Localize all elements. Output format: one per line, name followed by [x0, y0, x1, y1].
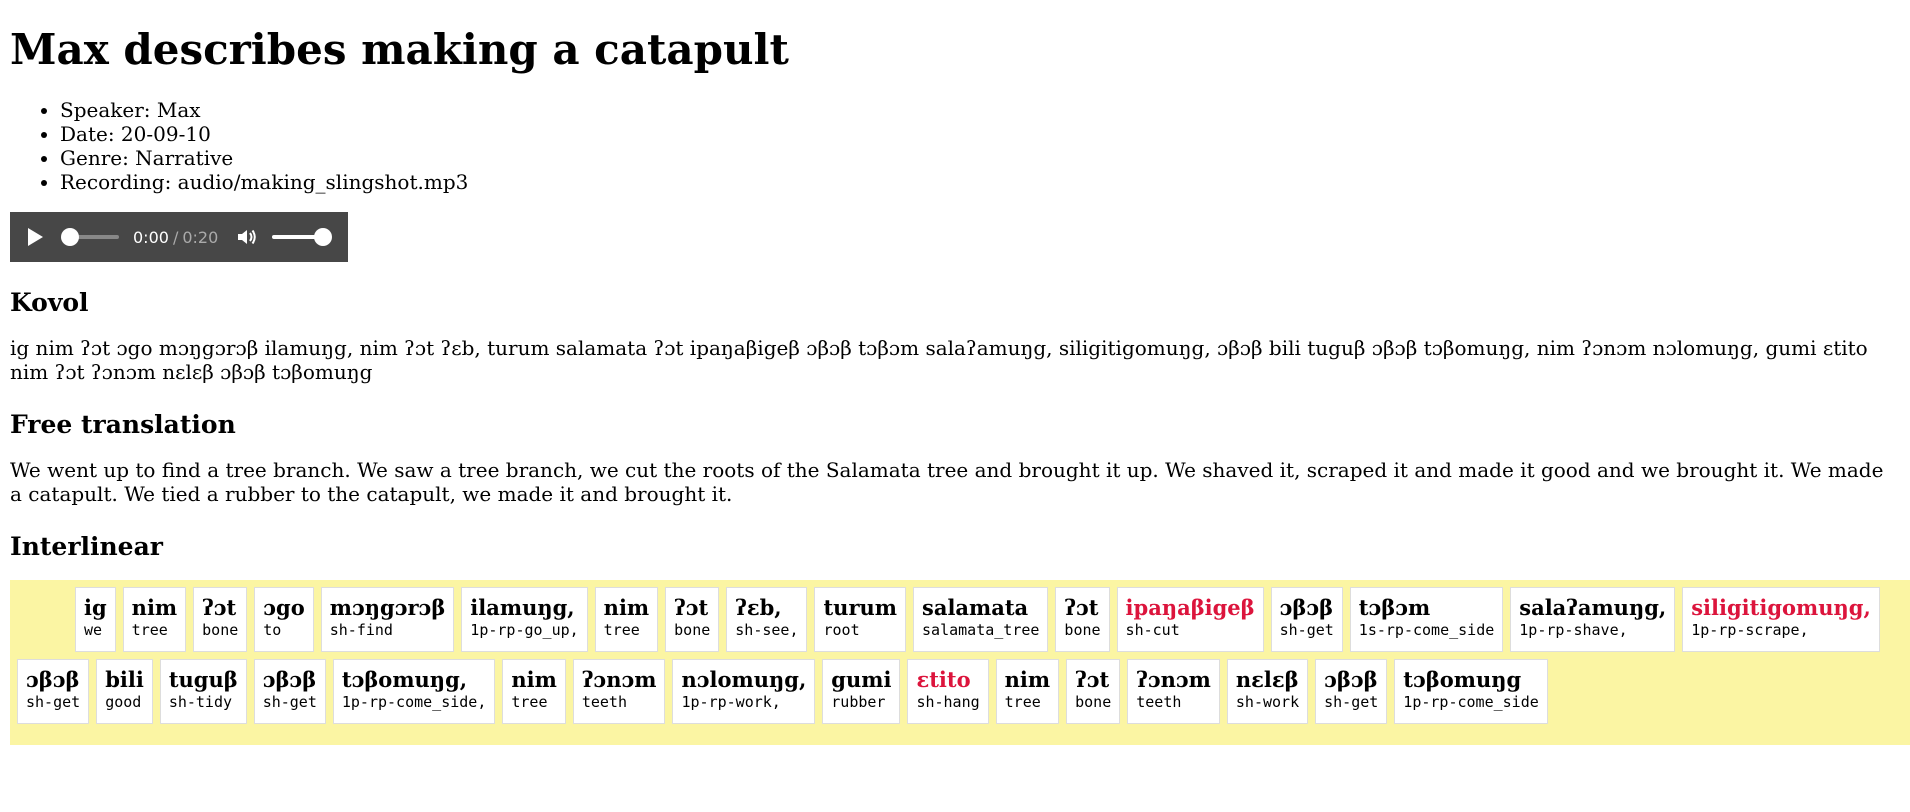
word-gloss: sh-find: [329, 621, 393, 639]
word-gloss: tree: [1004, 693, 1041, 711]
word-form: bili: [105, 667, 144, 692]
interlinear-word: [1271, 587, 1343, 652]
word-form: ɔgo: [263, 595, 305, 620]
word-gloss: salamata_tree: [922, 621, 1040, 639]
word-gloss: 1p-rp-scrape,: [1691, 621, 1809, 639]
word-gloss: we: [84, 621, 103, 639]
word-gloss: sh-get: [1279, 621, 1334, 639]
volume-slider[interactable]: [272, 235, 324, 239]
interlinear-word: [160, 659, 247, 724]
interlinear-word: [1510, 587, 1675, 652]
free-translation-text: We went up to find a tree branch. We saw a tree branch, we cut the roots of the Salamata tree and brought it up. We shaved it, scraped it and made it good and we brought it. We made a catapult. We tied a rubber to the catapult, we made it and brought it.: [10, 458, 1884, 506]
word-gloss: teeth: [581, 693, 627, 711]
word-form: nim: [511, 667, 557, 692]
seek-handle[interactable]: [61, 228, 79, 246]
interlinear-word: [96, 659, 153, 724]
word-gloss: sh-cut: [1125, 621, 1180, 639]
interlinear-block: [10, 580, 1910, 745]
meta-speaker: • Speaker: Max: [60, 98, 1900, 122]
word-form: nɔlomuŋg,: [681, 667, 807, 692]
interlinear-indent: [17, 587, 68, 652]
word-gloss: bone: [202, 621, 239, 639]
word-gloss: tree: [511, 693, 548, 711]
word-form: nim: [1004, 667, 1051, 692]
word-gloss: tree: [603, 621, 640, 639]
word-gloss: 1p-rp-shave,: [1519, 621, 1628, 639]
word-form: ig: [84, 595, 107, 620]
volume-icon[interactable]: [236, 227, 258, 247]
word-form: salamata: [922, 595, 1029, 620]
interlinear-word: [321, 587, 455, 652]
word-form: ʔɔt: [674, 595, 709, 620]
word-form: nɛlɛβ: [1235, 667, 1299, 692]
interlinear-word: [814, 587, 906, 652]
meta-date: • Date: 20-09-10: [60, 122, 1900, 146]
word-form: turum: [823, 595, 898, 620]
word-form: tɔβomuŋg,: [341, 667, 468, 692]
word-gloss: sh-see,: [735, 621, 799, 639]
word-gloss: 1p-rp-come_side,: [341, 693, 487, 711]
interlinear-word: [1055, 587, 1109, 652]
kovol-text: ig nim ʔɔt ɔgo mɔŋgɔrɔβ ilamuŋg, nim ʔɔt ʔɛb, turum salamata ʔɔt ipaŋaβigeβ ɔβɔβ tɔβɔm salaʔamuŋg, siligitigomuŋg, ɔβɔβ bili tuguβ ɔβɔβ tɔβomuŋg, nim ʔɔnɔm nɔlomuŋg, gumi ɛtito nim ʔɔt ʔɔnɔm nɛlɛβ ɔβɔβ tɔβomuŋg: [10, 336, 1868, 384]
interlinear-word: [1117, 587, 1264, 652]
word-gloss: sh-get: [1324, 693, 1379, 711]
word-gloss: root: [823, 621, 860, 639]
word-gloss: sh-get: [262, 693, 317, 711]
word-form: ʔɔt: [1075, 667, 1110, 692]
interlinear-word: [1682, 587, 1880, 652]
word-form: ʔɔt: [202, 595, 237, 620]
word-form: tɔβɔm: [1358, 595, 1431, 620]
word-form: nim: [131, 595, 178, 620]
current-time: 0:00: [133, 227, 169, 247]
word-form: ɛtito: [916, 667, 971, 692]
word-gloss: 1p-rp-go_up,: [470, 621, 579, 639]
word-gloss: good: [105, 693, 142, 711]
word-form: ʔɔnɔm: [581, 667, 657, 692]
interlinear-word: [123, 587, 186, 652]
word-form: salaʔamuŋg,: [1519, 595, 1667, 620]
interlinear-heading: Interlinear: [10, 532, 163, 561]
word-gloss: bone: [674, 621, 711, 639]
interlinear-word: [193, 587, 247, 652]
interlinear-word: [1066, 659, 1120, 724]
audio-player: [10, 212, 348, 262]
interlinear-word: [17, 659, 89, 724]
word-form: ɔβɔβ: [262, 667, 317, 692]
word-form: tɔβomuŋg: [1403, 667, 1522, 692]
duration: 0:20: [182, 227, 219, 247]
meta-recording: • Recording: audio/making_slingshot.mp3: [60, 170, 1900, 194]
interlinear-word: [333, 659, 496, 724]
free-translation-heading: Free translation: [10, 410, 236, 439]
word-gloss: 1s-rp-come_side: [1358, 621, 1495, 639]
volume-handle[interactable]: [314, 228, 332, 246]
word-form: nim: [603, 595, 650, 620]
interlinear-word: [254, 659, 326, 724]
play-icon[interactable]: [28, 228, 43, 246]
word-gloss: bone: [1075, 693, 1112, 711]
word-form: ʔɔt: [1064, 595, 1099, 620]
word-form: siligitigomuŋg,: [1691, 595, 1871, 620]
word-gloss: sh-hang: [916, 693, 980, 711]
interlinear-word: [672, 659, 815, 724]
interlinear-word: [254, 587, 313, 652]
word-form: ʔɛb,: [735, 595, 782, 620]
meta-genre: • Genre: Narrative: [60, 146, 1900, 170]
interlinear-word: [913, 587, 1048, 652]
page: [0, 24, 1910, 745]
interlinear-word: [573, 659, 666, 724]
interlinear-word: [461, 587, 587, 652]
word-form: gumi: [831, 667, 892, 692]
interlinear-word: [822, 659, 900, 724]
time-separator: /: [172, 227, 179, 247]
interlinear-word: [75, 587, 116, 652]
interlinear-word: [1350, 587, 1503, 652]
interlinear-word: [1127, 659, 1220, 724]
interlinear-word: [1394, 659, 1547, 724]
word-form: tuguβ: [168, 667, 238, 692]
word-form: ilamuŋg,: [470, 595, 575, 620]
word-gloss: rubber: [831, 693, 886, 711]
metadata-list: [10, 98, 1900, 194]
interlinear-word: [665, 587, 719, 652]
word-gloss: sh-tidy: [168, 693, 233, 711]
word-form: ɔβɔβ: [1324, 667, 1378, 692]
word-gloss: sh-get: [26, 693, 81, 711]
page-title: Max describes making a catapult: [10, 25, 789, 74]
interlinear-word: [502, 659, 565, 724]
interlinear-word: [996, 659, 1059, 724]
word-gloss: 1p-rp-work,: [681, 693, 781, 711]
interlinear-word: [726, 587, 807, 652]
kovol-heading: Kovol: [10, 288, 89, 317]
word-form: ʔɔnɔm: [1136, 667, 1211, 692]
interlinear-word: [595, 587, 658, 652]
word-gloss: teeth: [1136, 693, 1182, 711]
interlinear-word: [907, 659, 988, 724]
word-form: ipaŋaβigeβ: [1125, 595, 1255, 620]
interlinear-word: [1227, 659, 1308, 724]
word-gloss: sh-work: [1235, 693, 1300, 711]
word-form: ɔβɔβ: [1279, 595, 1334, 620]
word-form: ɔβɔβ: [26, 667, 80, 692]
word-gloss: tree: [131, 621, 168, 639]
word-gloss: 1p-rp-come_side: [1403, 693, 1539, 711]
seek-slider[interactable]: [63, 235, 119, 239]
word-gloss: bone: [1064, 621, 1101, 639]
interlinear-word: [1315, 659, 1387, 724]
word-gloss: to: [263, 621, 282, 639]
word-form: mɔŋgɔrɔβ: [329, 595, 446, 620]
